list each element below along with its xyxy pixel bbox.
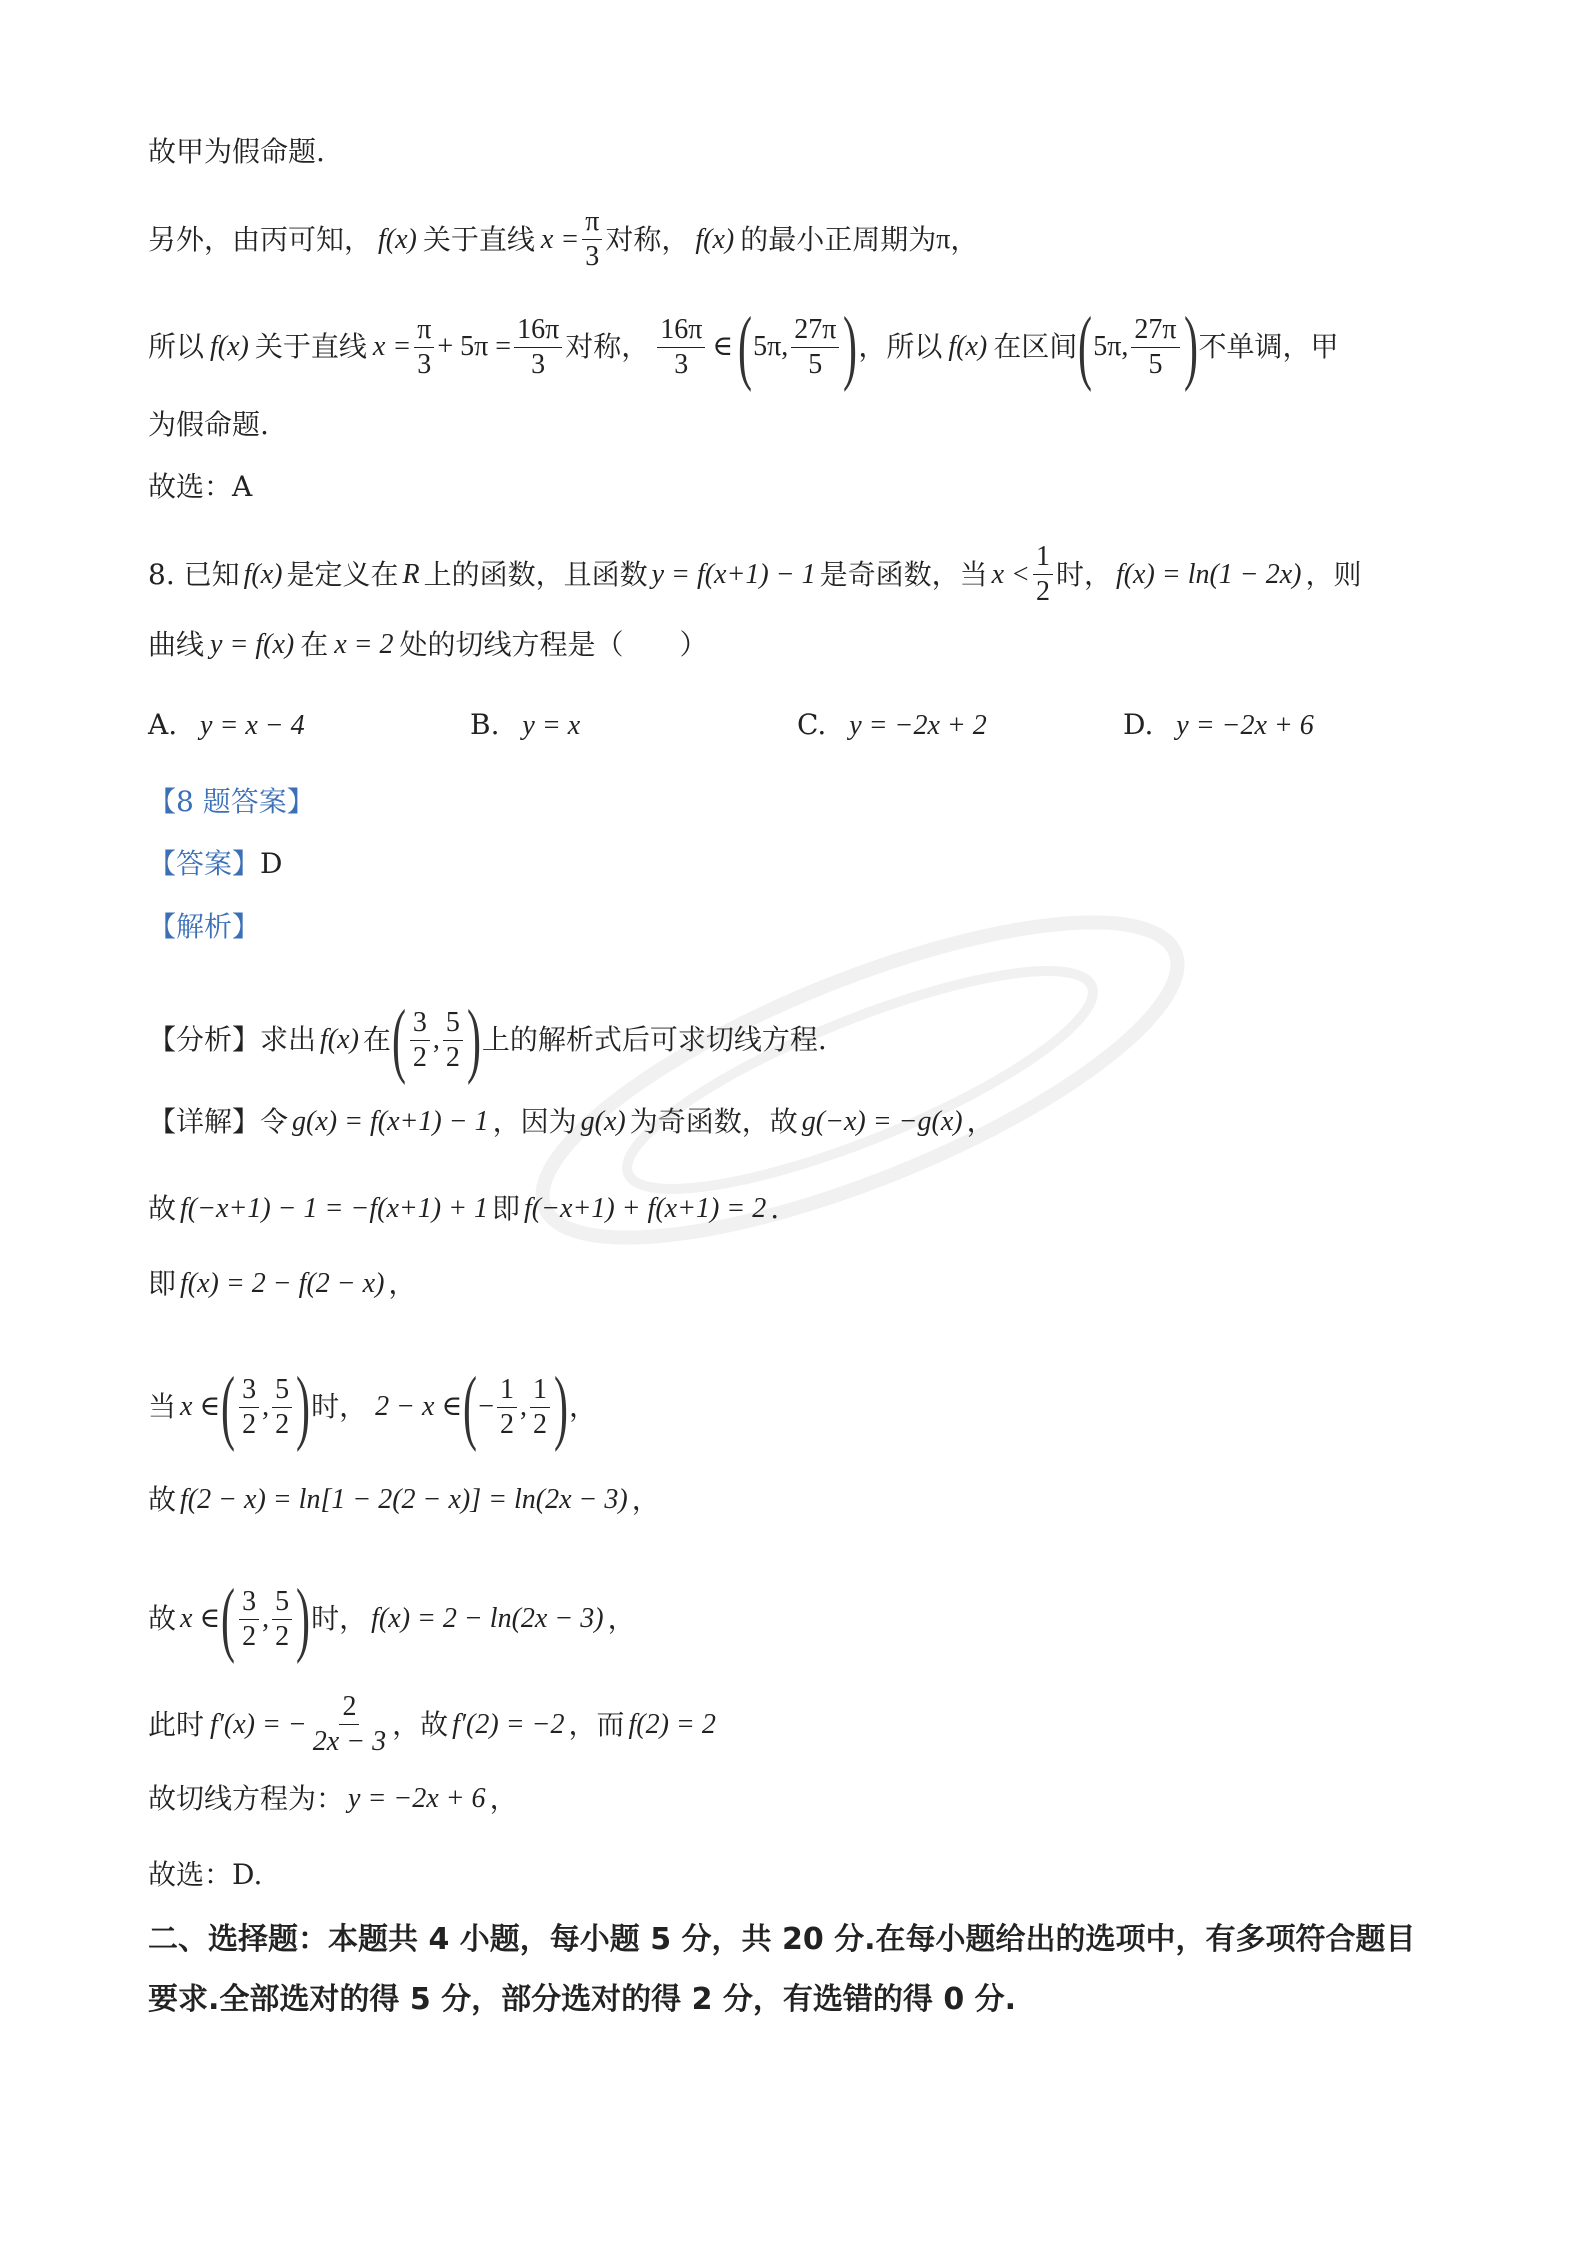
den: 2 xyxy=(242,1620,257,1652)
fraction xyxy=(239,1585,259,1654)
num: 5 xyxy=(272,1585,292,1620)
text: ，所以 xyxy=(858,330,943,363)
prev-line-3 xyxy=(148,300,1457,393)
text: 另外，由丙可知， xyxy=(148,222,373,256)
text: 关于直线 xyxy=(422,222,535,256)
text: 在 xyxy=(362,1023,391,1056)
text: 在区间 xyxy=(993,330,1078,363)
math: f′(x) = − xyxy=(210,1708,307,1740)
text: 故 xyxy=(148,1483,177,1516)
label: 【分析】 xyxy=(148,1023,261,1056)
text: 故选：A xyxy=(148,470,253,503)
math: , xyxy=(262,1603,270,1634)
den: 2x − 3 xyxy=(312,1726,387,1757)
text: ， xyxy=(966,1105,995,1138)
fraction xyxy=(514,313,562,382)
text: 时， xyxy=(1055,557,1112,591)
num: 2 xyxy=(339,1690,359,1725)
num: 27π xyxy=(1131,313,1179,348)
fraction xyxy=(272,1585,292,1654)
text: 二、选择题：本题共 4 小题，每小题 5 分，共 20 分.在每小题给出的选项中，有多项符合题目 xyxy=(148,1922,1416,1957)
option-letter: D. xyxy=(1123,708,1154,741)
text: ，而 xyxy=(568,1707,625,1741)
text: 的最小正周期为 xyxy=(740,222,937,256)
math: f(−x+1) − 1 = −f(x+1) + 1 xyxy=(180,1193,488,1224)
math: x = xyxy=(372,331,412,362)
text: 令 xyxy=(260,1105,289,1138)
fraction xyxy=(272,1373,292,1442)
text: 当 xyxy=(148,1390,177,1423)
math: f(x) = ln(1 − 2x) xyxy=(1115,558,1302,590)
text: 上的解析式后可求切线方程. xyxy=(481,1023,827,1056)
answer-line xyxy=(148,842,1457,886)
paren-right: ) xyxy=(466,993,481,1086)
math: R xyxy=(402,558,420,590)
text: 上的函数，且函数 xyxy=(423,557,648,591)
text: ，则 xyxy=(1305,557,1362,591)
text: 【8 题答案】 xyxy=(148,785,315,818)
den: 2 xyxy=(242,1408,257,1440)
num: 5 xyxy=(443,1006,463,1041)
math: π xyxy=(936,223,951,255)
math: − xyxy=(478,1391,494,1422)
math: x ∈ xyxy=(180,1603,221,1634)
fraction xyxy=(497,1373,517,1442)
answer-tag xyxy=(148,780,1457,824)
math: f(x) xyxy=(210,331,249,362)
xiangjie-line-2 xyxy=(148,1187,1457,1231)
paren-right: ) xyxy=(553,1360,568,1453)
fraction xyxy=(530,1373,550,1442)
den: 3 xyxy=(531,348,546,380)
num: π xyxy=(414,313,434,348)
xiangjie-line-3 xyxy=(148,1262,1457,1306)
num: 16π xyxy=(657,313,705,348)
num: 5 xyxy=(272,1373,292,1408)
text: 故甲为假命题. xyxy=(148,135,325,168)
text: 对称， xyxy=(565,330,650,363)
math: f(x) xyxy=(243,558,283,590)
math: g(x) xyxy=(580,1106,626,1137)
paren-right: ) xyxy=(296,1572,311,1665)
prev-line-4 xyxy=(148,403,1457,447)
den: 3 xyxy=(417,348,432,380)
num: 3 xyxy=(410,1006,430,1041)
section-heading-line-1 xyxy=(148,1910,1467,1970)
option-expr: y = −2x + 2 xyxy=(849,710,987,741)
text: 即 xyxy=(492,1192,521,1225)
paren-right: ) xyxy=(296,1360,311,1453)
math: 5π, xyxy=(1093,331,1129,362)
den: 5 xyxy=(808,348,823,380)
math: f(x) xyxy=(378,223,417,255)
text: 曲线 xyxy=(148,628,205,661)
text: 在 xyxy=(300,628,329,661)
option-d xyxy=(1123,708,1314,742)
xiangjie-line-7 xyxy=(148,1690,1457,1759)
text: 是奇函数，当 xyxy=(819,557,988,591)
prev-line-5 xyxy=(148,465,1457,509)
text: 对称， xyxy=(605,222,690,256)
math: y = −2x + 6 xyxy=(348,1783,486,1814)
math: ∈ xyxy=(712,331,734,362)
paren-left: ( xyxy=(1078,300,1093,393)
text: 时， xyxy=(311,1602,368,1635)
math: f(−x+1) + f(x+1) = 2 xyxy=(524,1193,767,1224)
num: π xyxy=(582,205,602,240)
fenxi-line xyxy=(148,993,1457,1086)
num: 16π xyxy=(514,313,562,348)
math: f′(2) = −2 xyxy=(452,1708,565,1740)
option-a xyxy=(148,708,305,742)
fraction xyxy=(310,1690,389,1759)
paren-left: ( xyxy=(738,300,753,393)
text: 所以 xyxy=(148,330,205,363)
num: 27π xyxy=(791,313,839,348)
math: g(x) = f(x+1) − 1 xyxy=(292,1106,489,1137)
math: f(2) = 2 xyxy=(628,1708,716,1740)
fraction xyxy=(1131,313,1179,382)
math: , xyxy=(262,1391,270,1422)
math: f(x) = 2 − ln(2x − 3) xyxy=(371,1603,604,1634)
math: x = 2 xyxy=(334,629,394,660)
text: 是定义在 xyxy=(286,557,399,591)
paren-left: ( xyxy=(463,1360,478,1453)
text: 求出 xyxy=(260,1023,317,1056)
paren-right: ) xyxy=(1183,300,1198,393)
prev-line-1 xyxy=(148,130,1457,174)
text: ， xyxy=(950,222,979,256)
option-letter: A. xyxy=(148,708,178,741)
xiangjie-line-1 xyxy=(148,1100,1457,1144)
num: 1 xyxy=(1033,540,1053,575)
option-expr: y = x − 4 xyxy=(200,710,305,741)
math: x = xyxy=(540,223,580,255)
text: 时， xyxy=(311,1390,368,1423)
text: 为奇函数，故 xyxy=(629,1105,798,1138)
num: 3 xyxy=(239,1585,259,1620)
q8-stem-line-1 xyxy=(148,540,1457,609)
den: 2 xyxy=(445,1041,460,1073)
den: 2 xyxy=(533,1408,547,1440)
math: y = f(x+1) − 1 xyxy=(651,558,816,590)
fraction xyxy=(657,313,705,382)
fraction xyxy=(410,1006,430,1075)
prev-line-2 xyxy=(148,205,1457,274)
option-letter: B. xyxy=(470,708,500,741)
text: ， xyxy=(607,1602,636,1635)
paren-left: ( xyxy=(221,1572,236,1665)
math: 5π, xyxy=(753,331,789,362)
text: ， xyxy=(489,1782,518,1815)
text: 为假命题. xyxy=(148,408,269,441)
text: 即 xyxy=(148,1267,177,1300)
math: f(x) xyxy=(695,223,735,255)
math: , xyxy=(432,1024,440,1055)
paren-left: ( xyxy=(221,1360,236,1453)
option-expr: y = −2x + 6 xyxy=(1176,710,1314,741)
math: x < xyxy=(991,558,1030,590)
text: 不单调，甲 xyxy=(1198,330,1339,363)
text: ，故 xyxy=(392,1707,449,1741)
text: . xyxy=(770,1192,780,1225)
num: 3 xyxy=(239,1373,259,1408)
den: 2 xyxy=(412,1041,427,1073)
fraction xyxy=(239,1373,259,1442)
label: 【详解】 xyxy=(148,1105,261,1138)
den: 3 xyxy=(674,348,689,380)
text: 【解析】 xyxy=(148,910,261,943)
math: f(x) = 2 − f(2 − x) xyxy=(180,1268,385,1299)
option-expr: y = x xyxy=(522,710,581,741)
text: 8. 已知 xyxy=(148,557,240,591)
text: ，因为 xyxy=(492,1105,577,1138)
analysis-tag xyxy=(148,905,1457,949)
num: 1 xyxy=(530,1373,550,1408)
text: ， xyxy=(388,1267,417,1300)
option-b xyxy=(470,708,580,742)
text: 此时 xyxy=(148,1707,205,1741)
section-heading-line-2 xyxy=(148,1970,1467,2030)
den: 2 xyxy=(500,1408,514,1440)
answer-value: D xyxy=(260,847,283,880)
xiangjie-line-8 xyxy=(148,1777,1457,1821)
math: f(x) xyxy=(320,1024,359,1055)
option-letter: C. xyxy=(797,708,827,741)
math: 2 − x ∈ xyxy=(375,1391,463,1422)
den: 2 xyxy=(1035,576,1050,607)
fraction xyxy=(791,313,839,382)
text: ， xyxy=(568,1390,597,1423)
text: 故 xyxy=(148,1192,177,1225)
den: 3 xyxy=(585,241,600,272)
num: 1 xyxy=(497,1373,517,1408)
fraction xyxy=(1033,540,1053,609)
den: 2 xyxy=(275,1408,290,1440)
text: 关于直线 xyxy=(254,330,367,363)
xiangjie-line-6 xyxy=(148,1572,1457,1665)
option-c xyxy=(797,708,987,742)
text: 要求.全部选对的得 5 分，部分选对的得 2 分，有选错的得 0 分. xyxy=(148,1982,1017,2017)
fraction-pi-over-3 xyxy=(582,205,602,274)
text: 故切线方程为： xyxy=(148,1782,345,1815)
q8-stem-line-2 xyxy=(148,623,1457,667)
math: f(2 − x) = ln[1 − 2(2 − x)] = ln(2x − 3) xyxy=(180,1484,628,1515)
math: y = f(x) xyxy=(210,629,295,660)
xiangjie-line-4 xyxy=(148,1360,1457,1453)
answer-label: 【答案】 xyxy=(148,847,261,880)
math: , xyxy=(520,1391,527,1422)
xiangjie-line-9 xyxy=(148,1853,1457,1897)
math: g(−x) = −g(x) xyxy=(801,1106,963,1137)
paren-right: ) xyxy=(843,300,858,393)
math: + 5π = xyxy=(437,331,512,362)
paren-left: ( xyxy=(391,993,406,1086)
fraction xyxy=(414,313,434,382)
math: f(x) xyxy=(948,331,988,362)
text: 处的切线方程是（ ） xyxy=(399,628,708,661)
den: 5 xyxy=(1148,348,1163,380)
den: 2 xyxy=(275,1620,290,1652)
text: ， xyxy=(631,1483,660,1516)
text: 故 xyxy=(148,1602,177,1635)
math: x ∈ xyxy=(180,1391,221,1422)
text: 故选：D. xyxy=(148,1858,263,1891)
fraction xyxy=(443,1006,463,1075)
xiangjie-line-5 xyxy=(148,1478,1457,1522)
